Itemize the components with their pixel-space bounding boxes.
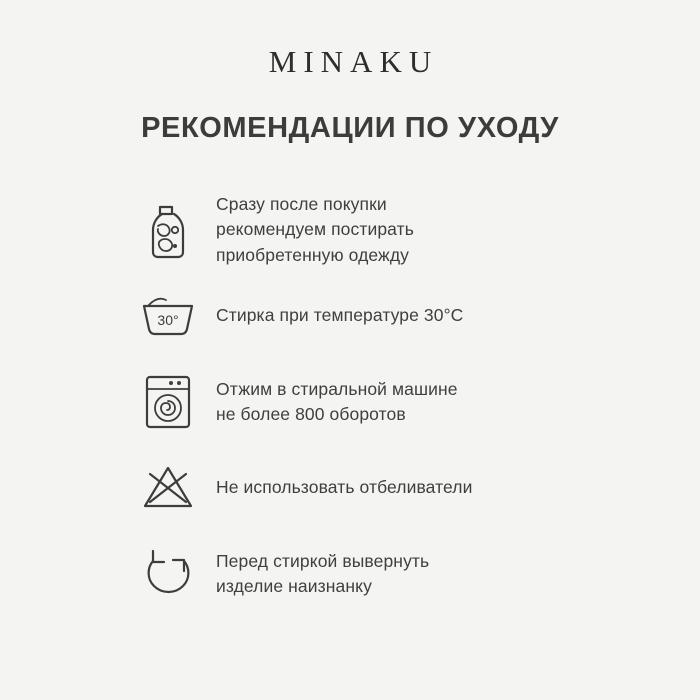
care-items-list xyxy=(120,187,580,617)
detergent-bottle-icon xyxy=(120,198,216,262)
list-item-text: Перед стиркой вывернуть изделие наизнанку xyxy=(216,550,430,596)
list-item-text: Сразу после покупки рекомендуем постирать приобретенную одежду xyxy=(216,193,414,265)
wash-temperature-label: 30° xyxy=(157,312,179,328)
list-item-text: Не использовать отбеливатели xyxy=(216,477,473,498)
list-item xyxy=(120,273,580,359)
brand-logo: MINAKU xyxy=(268,44,439,79)
list-item xyxy=(120,359,580,445)
list-item-text: Стирка при температуре 30°C xyxy=(216,305,464,326)
washing-machine-icon xyxy=(120,371,216,433)
page-title: РЕКОМЕНДАЦИИ ПО УХОДУ xyxy=(141,112,559,144)
wash-tub-30-icon xyxy=(120,292,216,340)
no-bleach-triangle-icon xyxy=(120,462,216,514)
list-item xyxy=(120,531,580,617)
list-item xyxy=(120,187,580,273)
list-item-text: Отжим в стиральной машине не более 800 оборотов xyxy=(216,378,458,424)
list-item xyxy=(120,445,580,531)
turn-inside-out-arrows-icon xyxy=(120,545,216,603)
